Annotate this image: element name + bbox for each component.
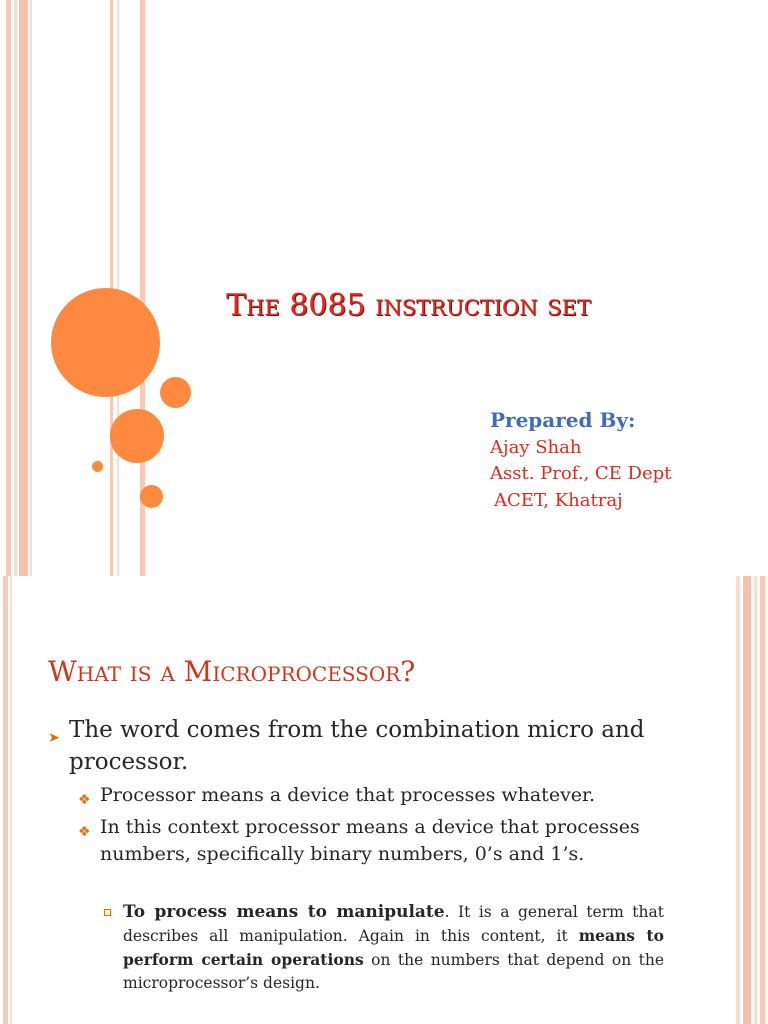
prepared-by-heading: Prepared By: [490, 408, 636, 432]
decorative-stripe [19, 0, 28, 576]
decorative-stripe [14, 0, 17, 576]
decorative-stripe [754, 576, 757, 1024]
diamond-bullet-icon: ❖ [78, 792, 91, 808]
square-bullet-icon [104, 909, 111, 916]
bullet-text: In this context processor means a device that processes numbers, specifically binary numbers, 0’s and 1’s. [100, 816, 640, 865]
diamond-bullet-icon: ❖ [78, 824, 91, 840]
decorative-stripe [30, 0, 32, 576]
bullet-text: Processor means a device that processes whatever. [100, 784, 596, 806]
author-name: Ajay Shah [490, 437, 582, 458]
slide-title: What is a Microprocessor? [48, 655, 416, 688]
bullet-level3 [104, 901, 664, 995]
bullet-level2 [78, 814, 688, 868]
arrow-right-icon: ➤ [48, 730, 60, 746]
bullet-text: The word comes from the combination micro and processor. [69, 717, 645, 775]
emphasis-text: means to perform certain operations [123, 926, 664, 969]
decorative-stripe [3, 576, 8, 1024]
decorative-stripe [117, 0, 119, 576]
slide-title: The 8085 instruction set [226, 288, 591, 323]
decorative-stripe [6, 0, 11, 576]
bullet-text [123, 901, 664, 995]
decorative-stripe [743, 576, 751, 1024]
decorative-stripe [10, 576, 12, 1024]
decorative-circle-tiny [92, 461, 103, 472]
emphasis-text: To process means to manipulate [123, 902, 445, 922]
decorative-circle-small [140, 485, 163, 508]
body-text: on the numbers that depend on the microprocessor’s design. [123, 951, 664, 992]
bullet-level1 [48, 714, 688, 778]
decorative-circle-large [51, 288, 160, 397]
decorative-stripe [736, 576, 740, 1024]
bullet-level2 [78, 782, 688, 809]
decorative-circle-small [160, 377, 191, 408]
author-role: Asst. Prof., CE Dept [490, 463, 672, 484]
decorative-circle-medium [110, 409, 164, 463]
body-text: . It is a general term that describes all manipulation. Again in this content, it [123, 903, 664, 945]
decorative-stripe [760, 576, 765, 1024]
author-institution: ACET, Khatraj [494, 490, 623, 511]
